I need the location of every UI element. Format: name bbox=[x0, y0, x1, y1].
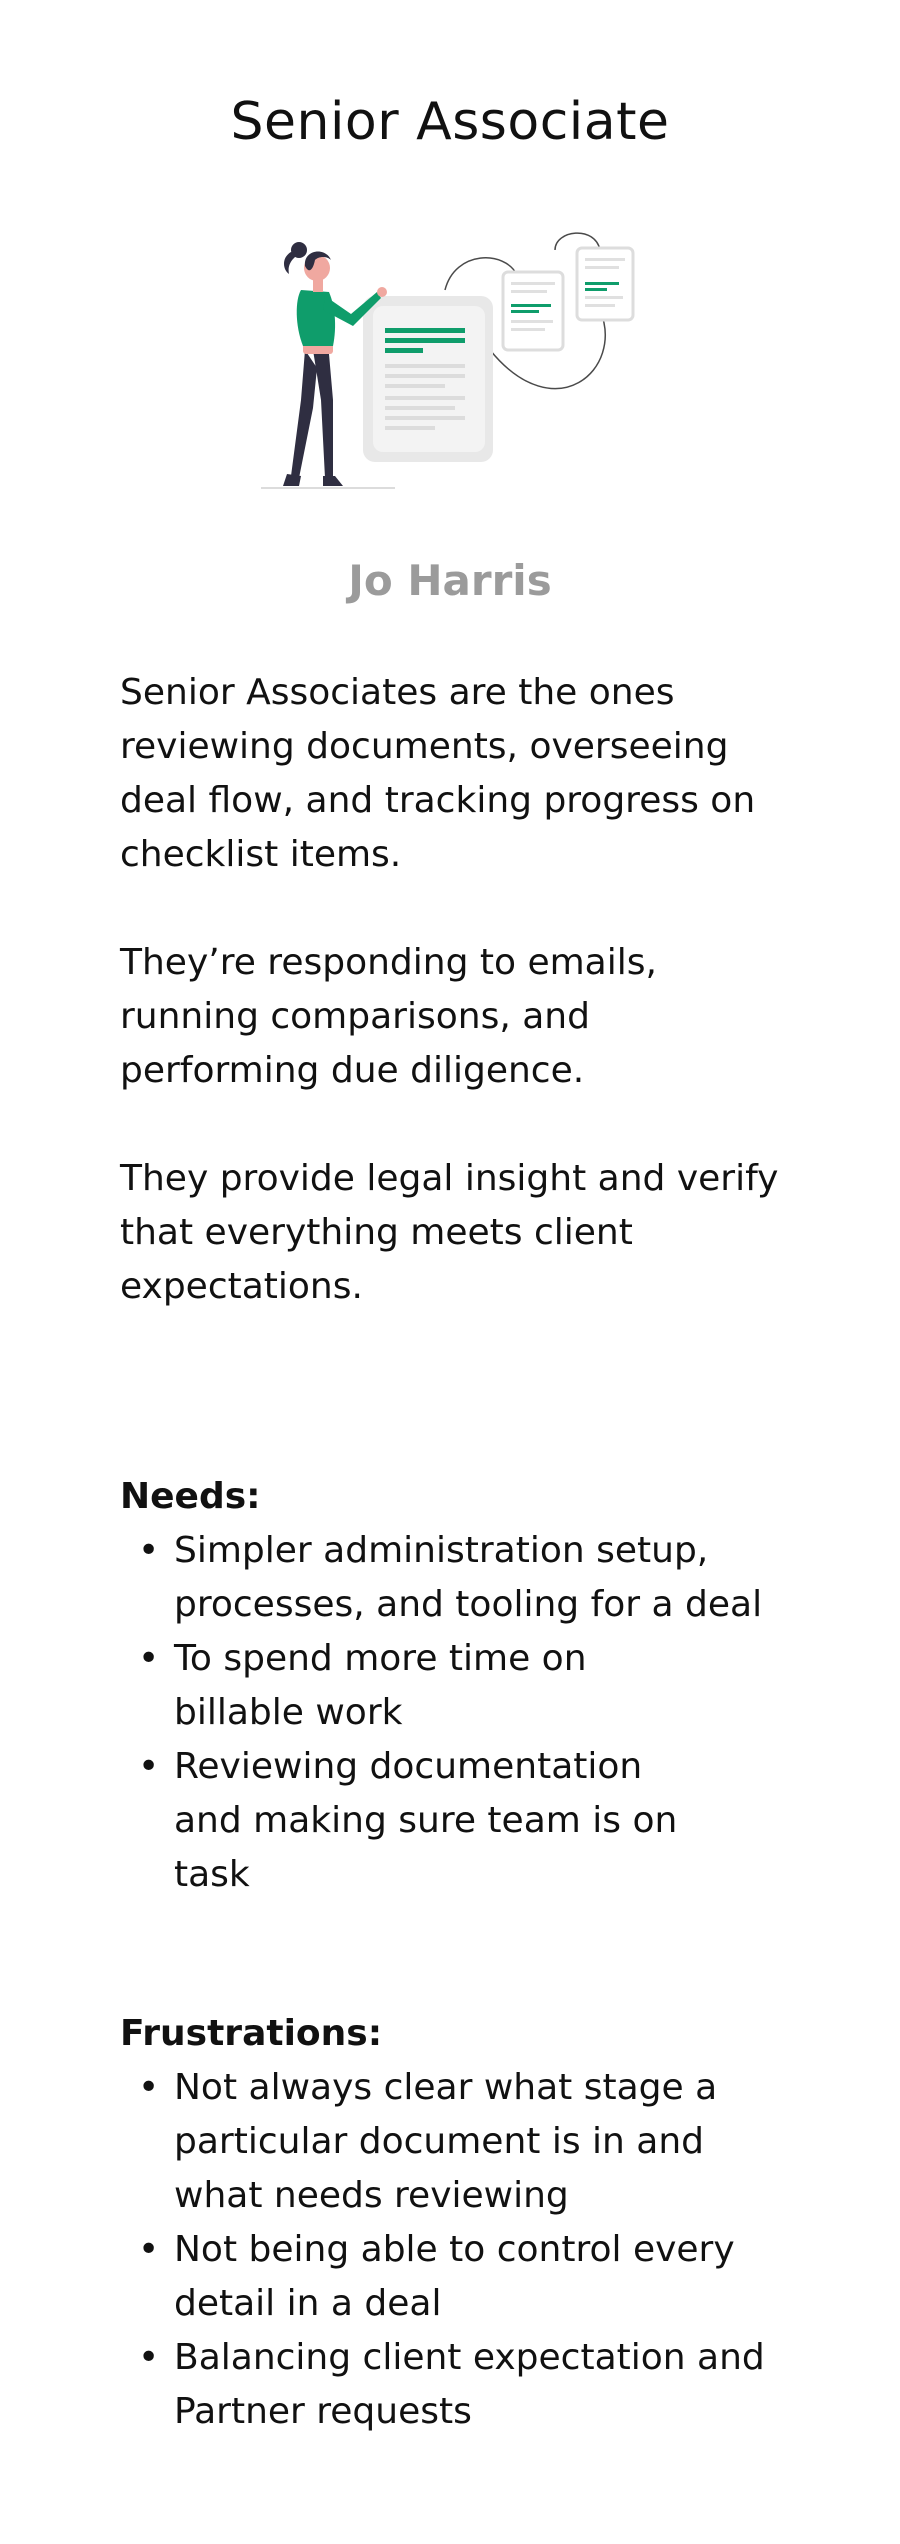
frustrations-list bbox=[120, 2061, 800, 2439]
needs-list bbox=[120, 1524, 800, 1902]
list-item: • Not always clear what stage a particular document is in and what needs reviewing bbox=[120, 2061, 800, 2223]
description-paragraph: Senior Associates are the ones reviewing documents, overseeing deal flow, and tracking progress on checklist items. bbox=[120, 672, 756, 875]
persona-name: Jo Harris bbox=[348, 556, 552, 605]
list-item: • To spend more time on billable work bbox=[120, 1632, 644, 1740]
description-paragraph: They’re responding to emails, running comparisons, and performing due diligence. bbox=[120, 942, 657, 1091]
description-paragraph: They provide legal insight and verify that everything meets client expectations. bbox=[120, 1158, 779, 1307]
frustrations-heading: Frustrations: bbox=[120, 2013, 383, 2054]
list-item: • Not being able to control every detail in a deal bbox=[120, 2223, 800, 2331]
person-reviewing-documents-illustration bbox=[255, 230, 645, 500]
page-title: Senior Associate bbox=[230, 92, 670, 152]
list-item: • Simpler administration setup, processes, and tooling for a deal bbox=[120, 1524, 774, 1632]
needs-heading: Needs: bbox=[120, 1476, 261, 1517]
list-item: • Balancing client expectation and Partner requests bbox=[120, 2331, 800, 2439]
list-item: • Reviewing documentation and making sure team is on task bbox=[120, 1740, 704, 1902]
